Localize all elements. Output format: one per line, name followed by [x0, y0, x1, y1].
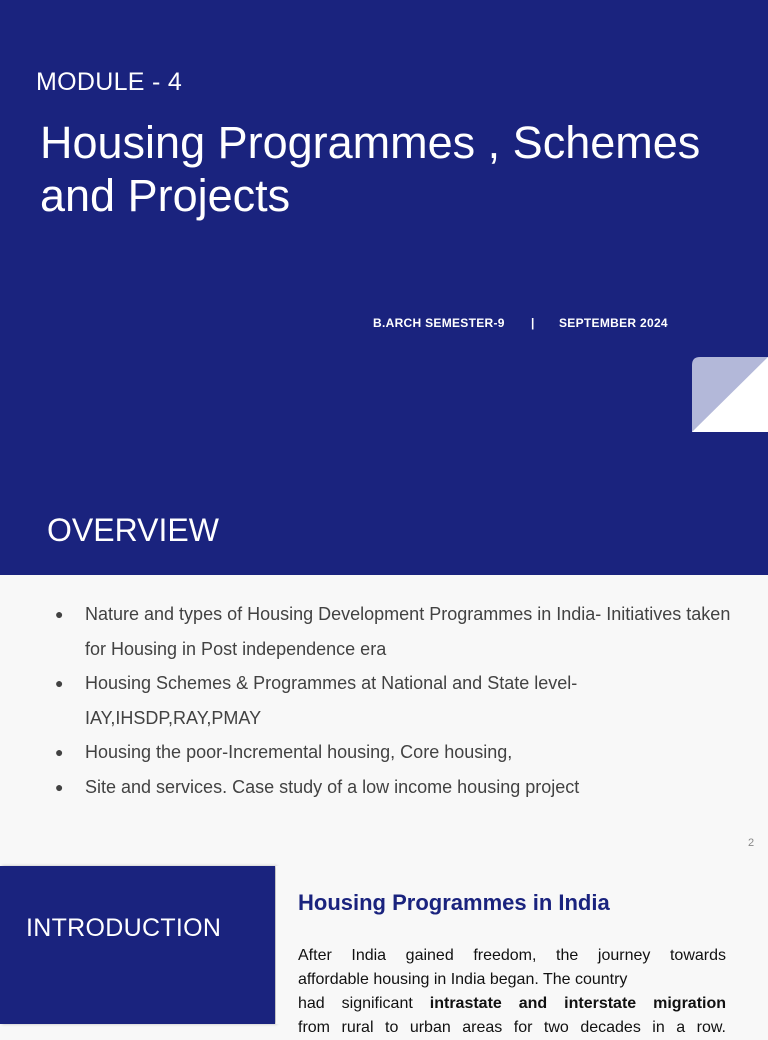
overview-header [0, 432, 768, 575]
list-item-text: Housing Schemes & Programmes at National and State level- IAY,IHSDP,RAY,PMAY [85, 673, 578, 728]
list-item [50, 666, 740, 735]
paragraph-line [298, 992, 726, 1016]
title-slide [0, 0, 768, 432]
bullet-icon: ● [55, 606, 64, 622]
introduction-panel [0, 866, 275, 1024]
corner-decoration [692, 357, 768, 432]
date-label: SEPTEMBER 2024 [559, 316, 668, 330]
introduction-content [276, 866, 768, 1036]
paragraph-line: affordable housing in India began. The country [298, 971, 628, 988]
paragraph-line: After India gained freedom, the journey towards [298, 947, 726, 964]
paragraph-line: from rural to urban areas for two decades in a row. [298, 1019, 726, 1036]
overview-body [0, 575, 768, 866]
introduction-title: INTRODUCTION [26, 914, 222, 942]
intro-paragraph [298, 944, 726, 1040]
bullet-icon: ● [55, 744, 64, 760]
section-heading: Housing Programmes in India [298, 890, 610, 915]
page-number: 2 [748, 837, 755, 849]
paragraph-bold-text: intrastate and interstate migration [429, 995, 727, 1012]
overview-title: OVERVIEW [47, 512, 219, 548]
list-item [50, 735, 740, 770]
list-item-text: Nature and types of Housing Development Programmes in India- Initiatives taken for Housing in Post independence era [85, 604, 731, 659]
paragraph-text: had significant [298, 995, 430, 1012]
module-label: MODULE - 4 [36, 68, 183, 96]
semester-label: B.ARCH SEMESTER-9 [373, 316, 505, 330]
presentation-title: Housing Programmes , Schemes and Projects [40, 117, 701, 221]
list-item-text: Housing the poor-Incremental housing, Core housing, [85, 742, 513, 762]
bullet-icon: ● [55, 675, 64, 691]
overview-list [50, 597, 740, 804]
list-item [50, 597, 740, 666]
bullet-icon: ● [55, 778, 64, 795]
list-item-text: Site and services. Case study of a low income housing project [85, 776, 580, 797]
meta-separator: | [531, 316, 535, 330]
list-item [50, 770, 740, 805]
